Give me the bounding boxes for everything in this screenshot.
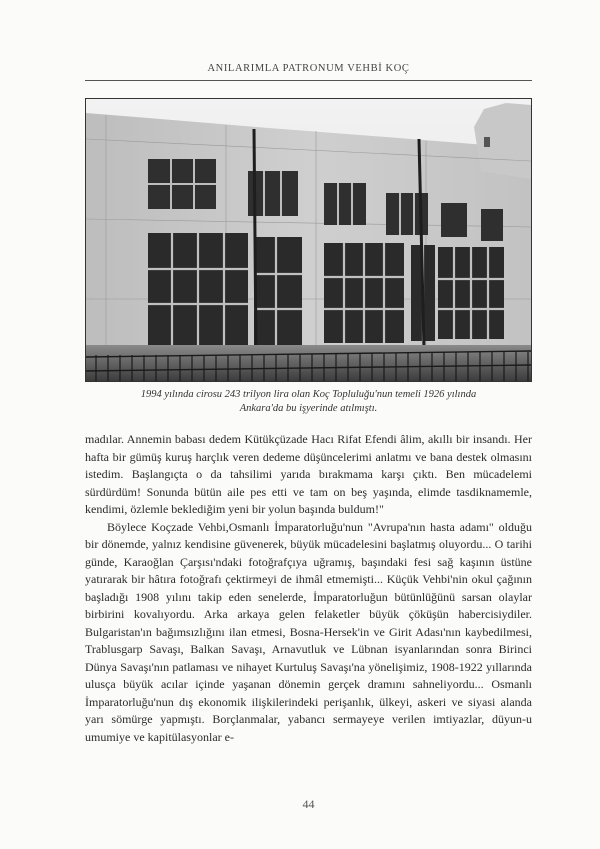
caption-line-1: 1994 yılında cirosu 243 trilyon lira olan Koç Topluluğu'nun temeli 1926 yılında <box>140 389 477 400</box>
page-number: 44 <box>302 797 315 811</box>
header-rule <box>85 80 532 81</box>
photo-caption <box>110 388 507 416</box>
building-photo <box>85 98 532 382</box>
body-text <box>85 431 532 746</box>
paragraph-1: madılar. Annemin babası dedem Kütükçüzade Hacı Rifat Efendi âlim, akıllı bir insandı. Her hafta bir gümüş kuruş harçlık veren dedeme düşüncelerimi anlatmı ve bana destek olmasını istedim. Başlangıçta o da tahsilimi yarıda bırakmama karşı çıktı. Ben mücadelemi sürdürdüm! Sonunda bütün aile pes etti ve tam on beş yaşında, elimde tasdiknamemle, kendimi, özlemle beklediğim yeni bir yolun başında buldum!" <box>85 432 532 516</box>
caption-line-2: Ankara'da bu işyerinde atılmıştı. <box>239 403 378 414</box>
running-header: ANILARIMLA PATRONUM VEHBİ KOÇ <box>207 63 410 74</box>
paragraph-2: Böylece Koçzade Vehbi,Osmanlı İmparatorluğu'nun "Avrupa'nın hasta adamı" olduğu bir dönemde, yalnız kendisine güvenerek, büyük mücadelesini başlatmış oluyordu... O tarihi günde, Karaoğlan Çarşısı'ndaki fotoğrafçıya uğramış, başındaki fesi sağ kaşının üstüne yatırarak bir hâtıra fotoğrafı çektirmeyi de ihmâl etmemişti... Küçük Vehbi'nin okul çağının başladığı 1908 yılını takip eden senelerde, İmparatorluğun bütünlüğünü sarsan olaylar birbirini kovalıyordu. Arka arkaya gelen felaketler büyük çöküşün habercisiydiler. Bulgaristan'ın bağımsızlığını ilan etmesi, Bosna-Hersek'in ve Girit Adası'nın kaybedilmesi, Trablusgarp Savaşı, Balkan Savaşı, Arnavutluk ve Lübnan isyanlarından sonra Birinci Dünya Savaşı'nın patlaması ve nihayet Kurtuluş Savaşı'na yönelişimiz, 1908-1922 yıllarında ulusça büyük acılar içinde yaşanan dönemin gerçek dramını sahneliyordu... Osmanlı İmparatorluğu'nun dış ekonomik ilişkilerindeki perişanlık, ülkeyi, askeri ve siyasi alanda yarı sömürge yapmıştı. Borçlanmalar, yabancı sermayeye verilen imtiyazlar, düyun-u umumiye ve kapitülasyonlar e- <box>85 519 532 744</box>
